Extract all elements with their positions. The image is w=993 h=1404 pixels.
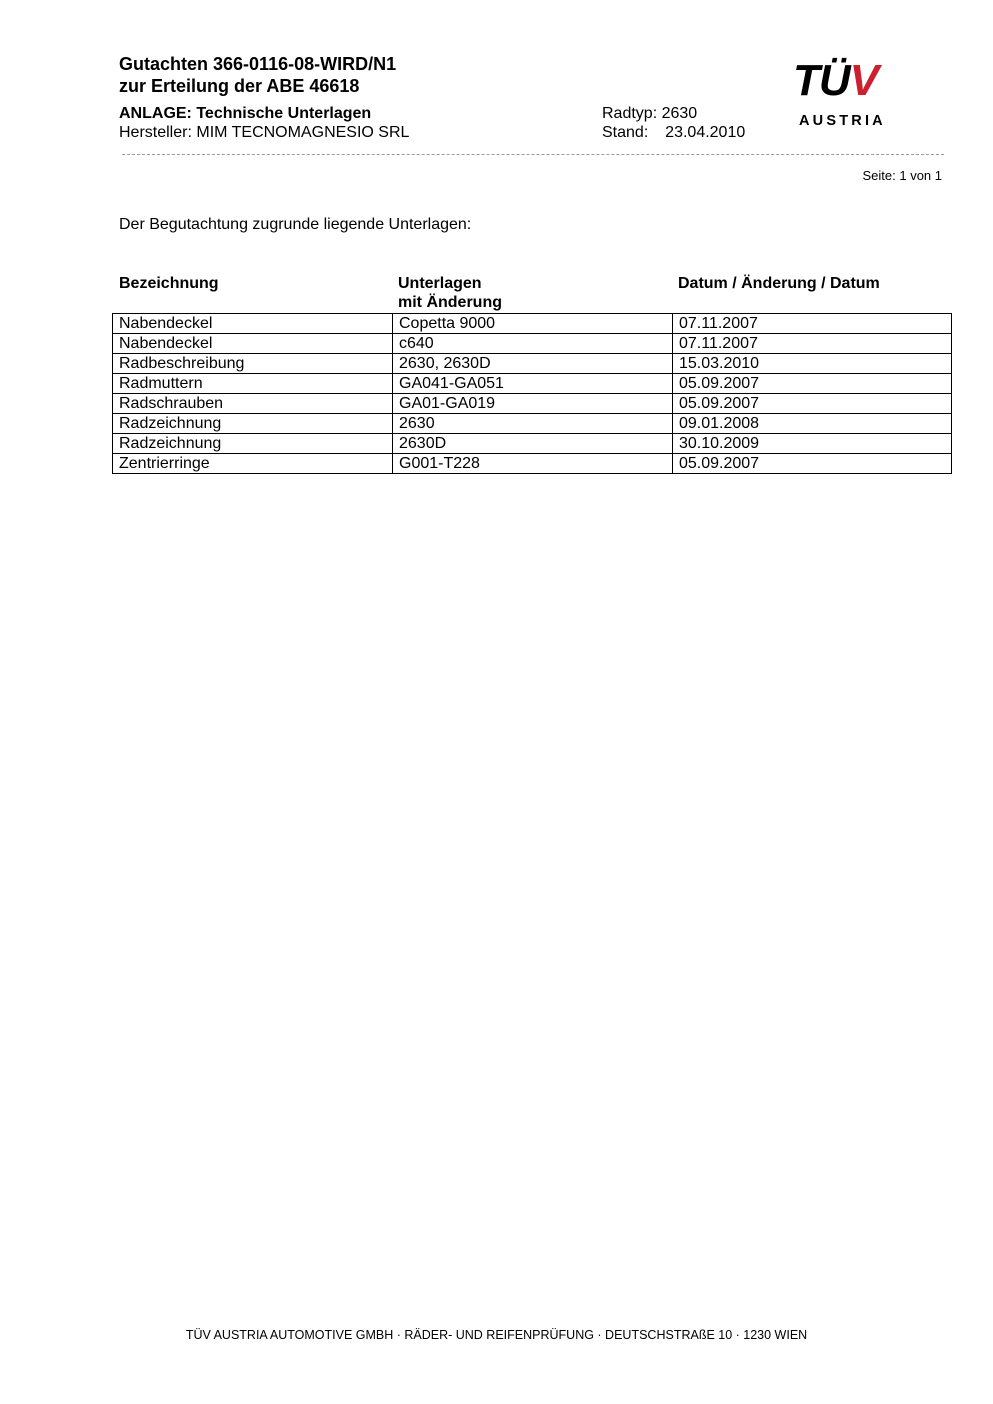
header-divider bbox=[122, 154, 944, 155]
stand-label: Stand: bbox=[602, 124, 649, 141]
documents-table bbox=[112, 313, 952, 474]
header-unterlagen-line1: Unterlagen bbox=[398, 275, 482, 292]
cell-unterlagen: GA01-GA019 bbox=[393, 394, 673, 414]
hersteller-line bbox=[119, 123, 409, 142]
cell-bezeichnung: Radschrauben bbox=[113, 394, 393, 414]
radtyp-value: 2630 bbox=[661, 105, 698, 122]
cell-unterlagen: c640 bbox=[393, 334, 673, 354]
cell-datum: 05.09.2007 bbox=[673, 394, 952, 414]
table-row bbox=[113, 314, 952, 334]
hersteller-label: Hersteller: bbox=[119, 124, 192, 141]
header-unterlagen bbox=[398, 274, 502, 312]
header-bezeichnung: Bezeichnung bbox=[119, 275, 219, 292]
cell-datum: 05.09.2007 bbox=[673, 374, 952, 394]
intro-text: Der Begutachtung zugrunde liegende Unterlagen: bbox=[119, 216, 472, 233]
cell-bezeichnung: Radmuttern bbox=[113, 374, 393, 394]
cell-bezeichnung: Radzeichnung bbox=[113, 414, 393, 434]
table-row bbox=[113, 454, 952, 474]
anlage-label: ANLAGE: bbox=[119, 105, 192, 122]
cell-bezeichnung: Nabendeckel bbox=[113, 334, 393, 354]
title-line-2: zur Erteilung der ABE 46618 bbox=[119, 76, 360, 96]
cell-unterlagen: 2630D bbox=[393, 434, 673, 454]
anlage-line bbox=[119, 104, 371, 123]
table-row bbox=[113, 394, 952, 414]
cell-bezeichnung: Zentrierringe bbox=[113, 454, 393, 474]
cell-bezeichnung: Nabendeckel bbox=[113, 314, 393, 334]
cell-datum: 15.03.2010 bbox=[673, 354, 952, 374]
hersteller-value: MIM TECNOMAGNESIO SRL bbox=[196, 124, 410, 141]
cell-bezeichnung: Radbeschreibung bbox=[113, 354, 393, 374]
stand-line bbox=[602, 123, 745, 142]
table-row bbox=[113, 374, 952, 394]
tuv-austria-logo bbox=[793, 56, 923, 132]
logo-v-text: V bbox=[849, 56, 879, 105]
logo-tu-text: TÜ bbox=[793, 56, 850, 105]
header-unterlagen-line2: mit Änderung bbox=[398, 294, 502, 311]
cell-unterlagen: Copetta 9000 bbox=[393, 314, 673, 334]
anlage-value: Technische Unterlagen bbox=[196, 105, 372, 122]
title-line-1: Gutachten 366-0116-08-WIRD/N1 bbox=[119, 54, 397, 74]
cell-datum: 30.10.2009 bbox=[673, 434, 952, 454]
documents-table-body bbox=[113, 314, 952, 474]
cell-unterlagen: 2630, 2630D bbox=[393, 354, 673, 374]
cell-datum: 05.09.2007 bbox=[673, 454, 952, 474]
cell-unterlagen: GA041-GA051 bbox=[393, 374, 673, 394]
table-row bbox=[113, 414, 952, 434]
page-indicator: Seite: 1 von 1 bbox=[862, 168, 942, 183]
logo-austria-text: AUSTRIA bbox=[799, 113, 886, 129]
radtyp-label: Radtyp: bbox=[602, 105, 658, 122]
radtyp-line bbox=[602, 104, 697, 123]
cell-datum: 07.11.2007 bbox=[673, 314, 952, 334]
cell-datum: 07.11.2007 bbox=[673, 334, 952, 354]
footer-address: TÜV AUSTRIA AUTOMOTIVE GMBH · RÄDER- UND REIFENPRÜFUNG · DEUTSCHSTRAßE 10 · 1230 WIEN bbox=[185, 1328, 808, 1342]
table-row bbox=[113, 434, 952, 454]
stand-value: 23.04.2010 bbox=[665, 124, 746, 141]
cell-unterlagen: 2630 bbox=[393, 414, 673, 434]
table-row bbox=[113, 354, 952, 374]
document-title bbox=[119, 53, 396, 97]
table-row bbox=[113, 334, 952, 354]
logo-wordmark bbox=[793, 56, 878, 106]
header-datum: Datum / Änderung / Datum bbox=[678, 275, 880, 292]
cell-datum: 09.01.2008 bbox=[673, 414, 952, 434]
cell-unterlagen: G001-T228 bbox=[393, 454, 673, 474]
cell-bezeichnung: Radzeichnung bbox=[113, 434, 393, 454]
